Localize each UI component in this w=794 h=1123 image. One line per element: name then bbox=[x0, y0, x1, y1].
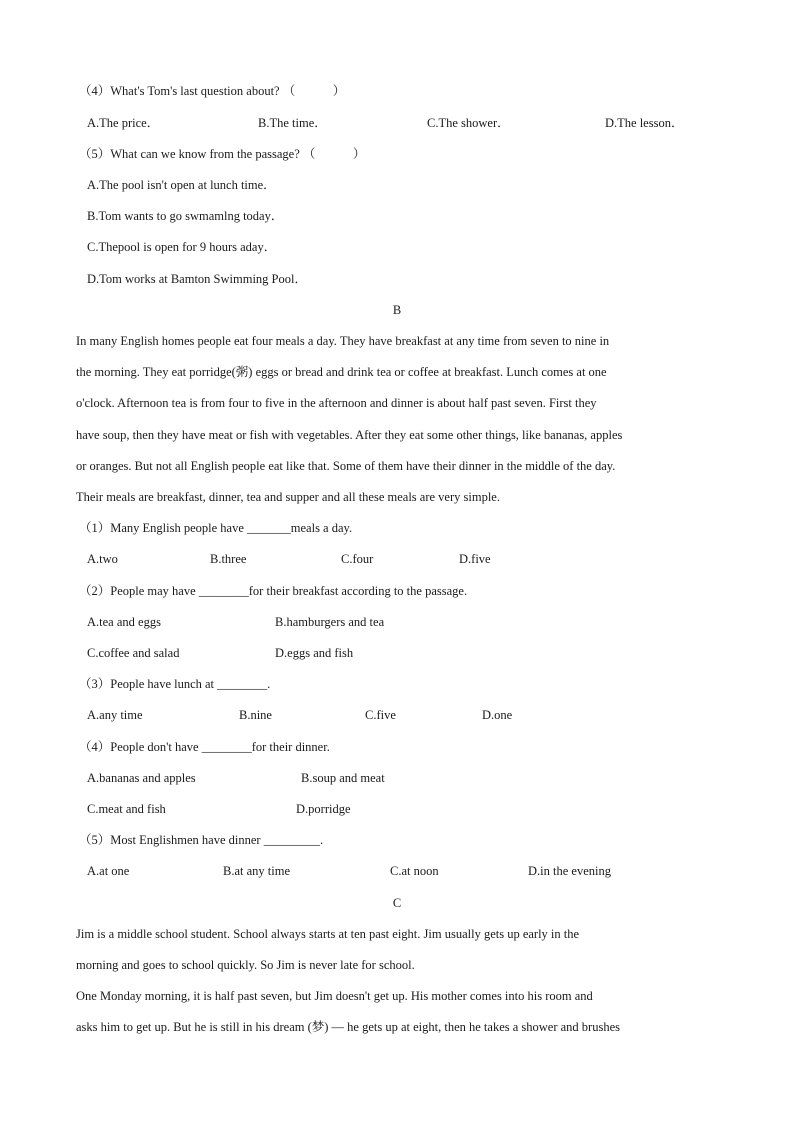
option: A.two bbox=[87, 552, 118, 566]
option: A.any time bbox=[87, 708, 143, 722]
option: A.at one bbox=[87, 864, 130, 878]
option: B.Tom wants to go swmamlng today． bbox=[87, 209, 284, 223]
passage-line: asks him to get up. But he is still in his dream (梦) — he gets up at eight, then he takes a shower and brushes bbox=[76, 1020, 621, 1034]
section-heading: B bbox=[392, 303, 402, 317]
passage-line: In many English homes people eat four meals a day. They have breakfast at any time from seven to nine in bbox=[76, 334, 610, 348]
option: D.one bbox=[482, 708, 513, 722]
passage-line: or oranges. But not all English people eat like that. Some of them have their dinner in the middle of the day. bbox=[76, 459, 616, 473]
question-text: （5）What can we know from the passage? （ ） bbox=[79, 147, 366, 161]
question-text: （3）People have lunch at ________. bbox=[79, 677, 271, 691]
option: B.The time． bbox=[258, 116, 327, 130]
passage-line: Their meals are breakfast, dinner, tea and supper and all these meals are very simple. bbox=[76, 490, 500, 504]
option: D.The lesson． bbox=[605, 116, 684, 130]
option: C.meat and fish bbox=[87, 802, 166, 816]
option: D.in the evening bbox=[528, 864, 611, 878]
passage-line: Jim is a middle school student. School always starts at ten past eight. Jim usually gets up early in the bbox=[76, 927, 580, 941]
option: D.Tom works at Bamton Swimming Pool． bbox=[87, 272, 307, 286]
passage-line: morning and goes to school quickly. So Jim is never late for school. bbox=[76, 958, 415, 972]
option: D.eggs and fish bbox=[275, 646, 354, 660]
question-text: （5）Most Englishmen have dinner _________. bbox=[79, 833, 324, 847]
passage-line: One Monday morning, it is half past seven, but Jim doesn't get up. His mother comes into his room and bbox=[76, 989, 593, 1003]
passage-line: o'clock. Afternoon tea is from four to five in the afternoon and dinner is about half past seven. First they bbox=[76, 396, 597, 410]
passage-line: the morning. They eat porridge(粥) eggs or bread and drink tea or coffee at breakfast. Lunch comes at one bbox=[76, 365, 607, 379]
option: A.The price． bbox=[87, 116, 160, 130]
option: B.at any time bbox=[223, 864, 290, 878]
option: B.hamburgers and tea bbox=[275, 615, 385, 629]
option: A.tea and eggs bbox=[87, 615, 161, 629]
question-text: （4）What's Tom's last question about? （ ） bbox=[79, 84, 346, 98]
question-text: （2）People may have ________for their breakfast according to the passage. bbox=[79, 584, 468, 598]
option: D.porridge bbox=[296, 802, 351, 816]
option: B.soup and meat bbox=[301, 771, 385, 785]
question-text: （1）Many English people have _______meals a day. bbox=[79, 521, 353, 535]
option: C.coffee and salad bbox=[87, 646, 180, 660]
option: D.five bbox=[459, 552, 491, 566]
option: C.The shower． bbox=[427, 116, 510, 130]
option: B.nine bbox=[239, 708, 272, 722]
passage-line: have soup, then they have meat or fish with vegetables. After they eat some other things, like bananas, apples bbox=[76, 428, 623, 442]
option: A.The pool isn't open at lunch time． bbox=[87, 178, 276, 192]
option: C.five bbox=[365, 708, 396, 722]
question-text: （4）People don't have ________for their dinner. bbox=[79, 740, 330, 754]
option: C.four bbox=[341, 552, 374, 566]
option: B.three bbox=[210, 552, 247, 566]
option: A.bananas and apples bbox=[87, 771, 196, 785]
option: C.at noon bbox=[390, 864, 439, 878]
option: C.Thepool is open for 9 hours aday． bbox=[87, 240, 277, 254]
section-heading: C bbox=[392, 896, 402, 910]
